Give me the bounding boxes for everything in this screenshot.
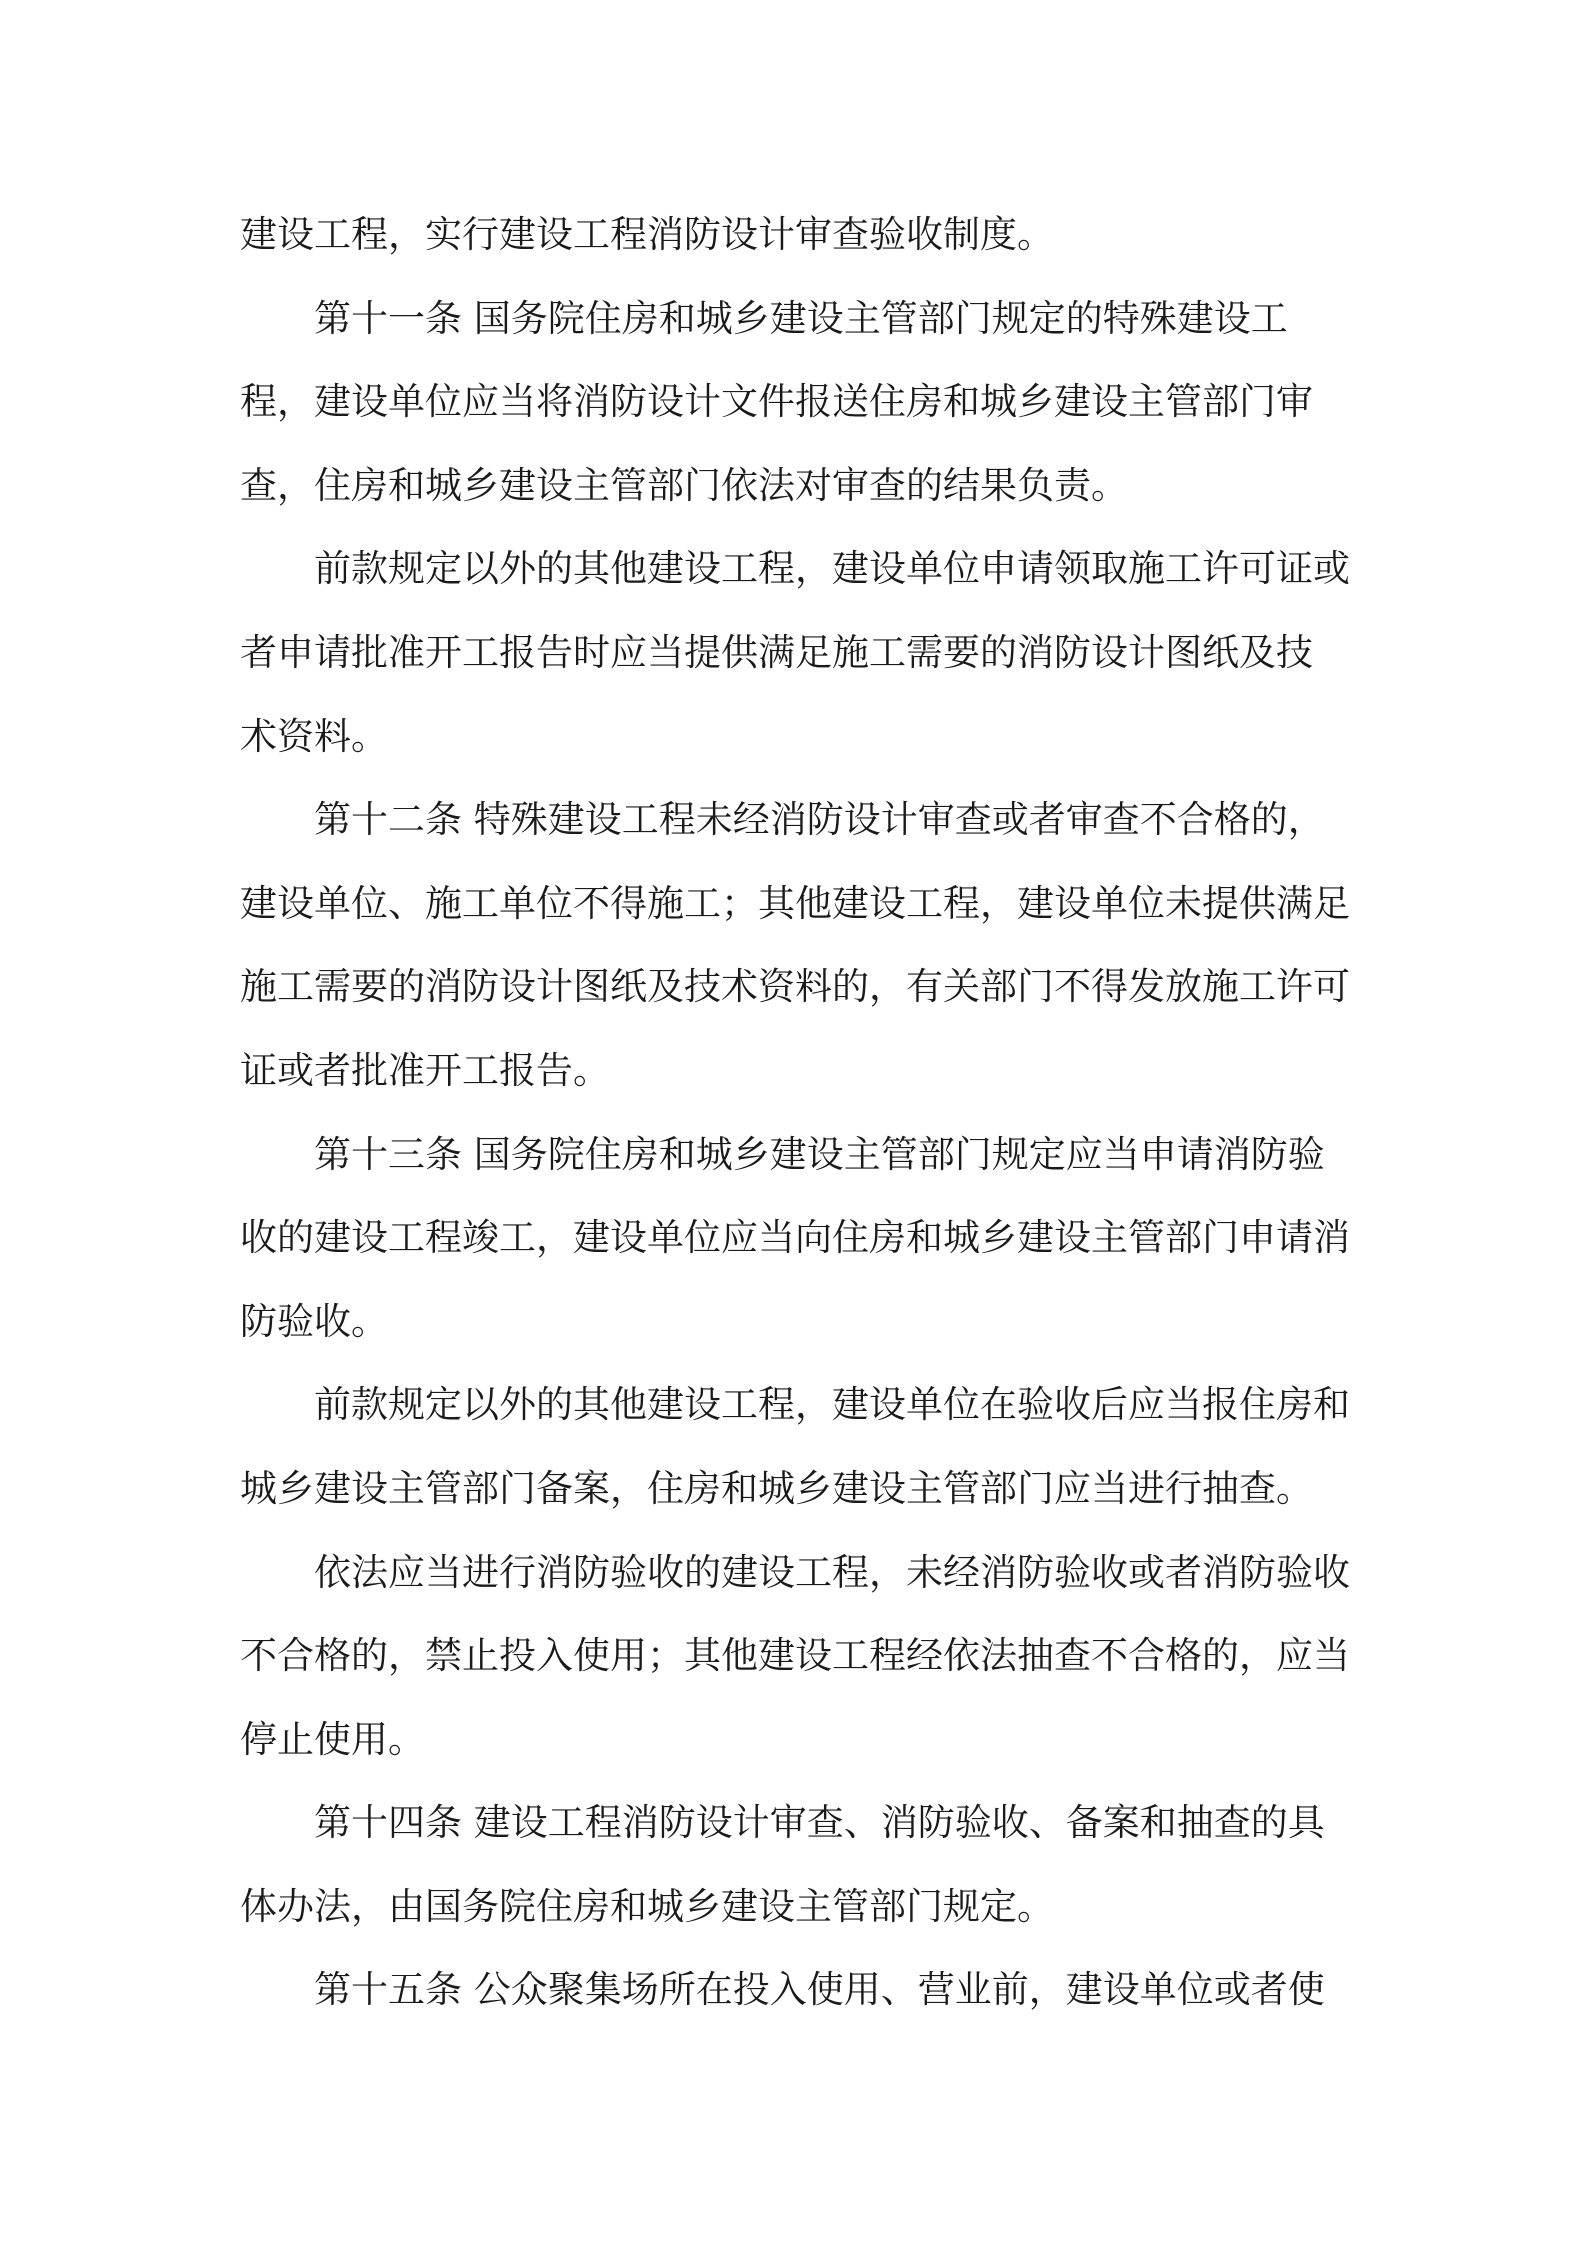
- text-line: 城乡建设主管部门备案，住房和城乡建设主管部门应当进行抽查。: [240, 1466, 1313, 1510]
- text-line: 证或者批准开工报告。: [240, 1048, 610, 1092]
- text-line: 施工需要的消防设计图纸及技术资料的，有关部门不得发放施工许可: [240, 965, 1350, 1009]
- paragraph: [240, 1781, 1350, 1948]
- paragraph: [240, 778, 1350, 1112]
- text-line: 第十一条 国务院住房和城乡建设主管部门规定的特殊建设工: [314, 296, 1288, 340]
- paragraph: [240, 193, 1350, 277]
- text-line: 前款规定以外的其他建设工程，建设单位申请领取施工许可证或: [314, 547, 1350, 591]
- text-line: 建设工程，实行建设工程消防设计审查验收制度。: [240, 213, 1054, 256]
- paragraph: [240, 1948, 1350, 2032]
- paragraph: [240, 527, 1350, 778]
- text-line: 前款规定以外的其他建设工程，建设单位在验收后应当报住房和: [314, 1383, 1350, 1427]
- text-line: 第十四条 建设工程消防设计审查、消防验收、备案和抽查的具: [314, 1801, 1325, 1845]
- text-line: 体办法，由国务院住房和城乡建设主管部门规定。: [240, 1884, 1054, 1928]
- text-line: 第十三条 国务院住房和城乡建设主管部门规定应当申请消防验: [314, 1132, 1325, 1176]
- text-line: 者申请批准开工报告时应当提供满足施工需要的消防设计图纸及技: [240, 630, 1313, 674]
- paragraph: [240, 1113, 1350, 1364]
- text-line: 建设单位、施工单位不得施工；其他建设工程，建设单位未提供满足: [240, 881, 1350, 925]
- text-line: 停止使用。: [240, 1717, 425, 1761]
- text-line: 依法应当进行消防验收的建设工程，未经消防验收或者消防验收: [314, 1550, 1350, 1594]
- text-line: 防验收。: [240, 1299, 388, 1343]
- text-line: 不合格的，禁止投入使用；其他建设工程经依法抽查不合格的，应当: [240, 1634, 1350, 1678]
- text-line: 查，住房和城乡建设主管部门依法对审查的结果负责。: [240, 463, 1128, 507]
- paragraph: [240, 277, 1350, 528]
- paragraph: [240, 1363, 1350, 1530]
- text-line: 第十五条 公众聚集场所在投入使用、营业前，建设单位或者使: [314, 1968, 1325, 2012]
- text-line: 术资料。: [240, 714, 388, 758]
- text-line: 第十二条 特殊建设工程未经消防设计审查或者审查不合格的，: [314, 798, 1325, 842]
- text-line: 程，建设单位应当将消防设计文件报送住房和城乡建设主管部门审: [240, 380, 1313, 424]
- paragraph: [240, 1531, 1350, 1782]
- document-body: [240, 193, 1350, 2032]
- text-line: 收的建设工程竣工，建设单位应当向住房和城乡建设主管部门申请消: [240, 1216, 1350, 1260]
